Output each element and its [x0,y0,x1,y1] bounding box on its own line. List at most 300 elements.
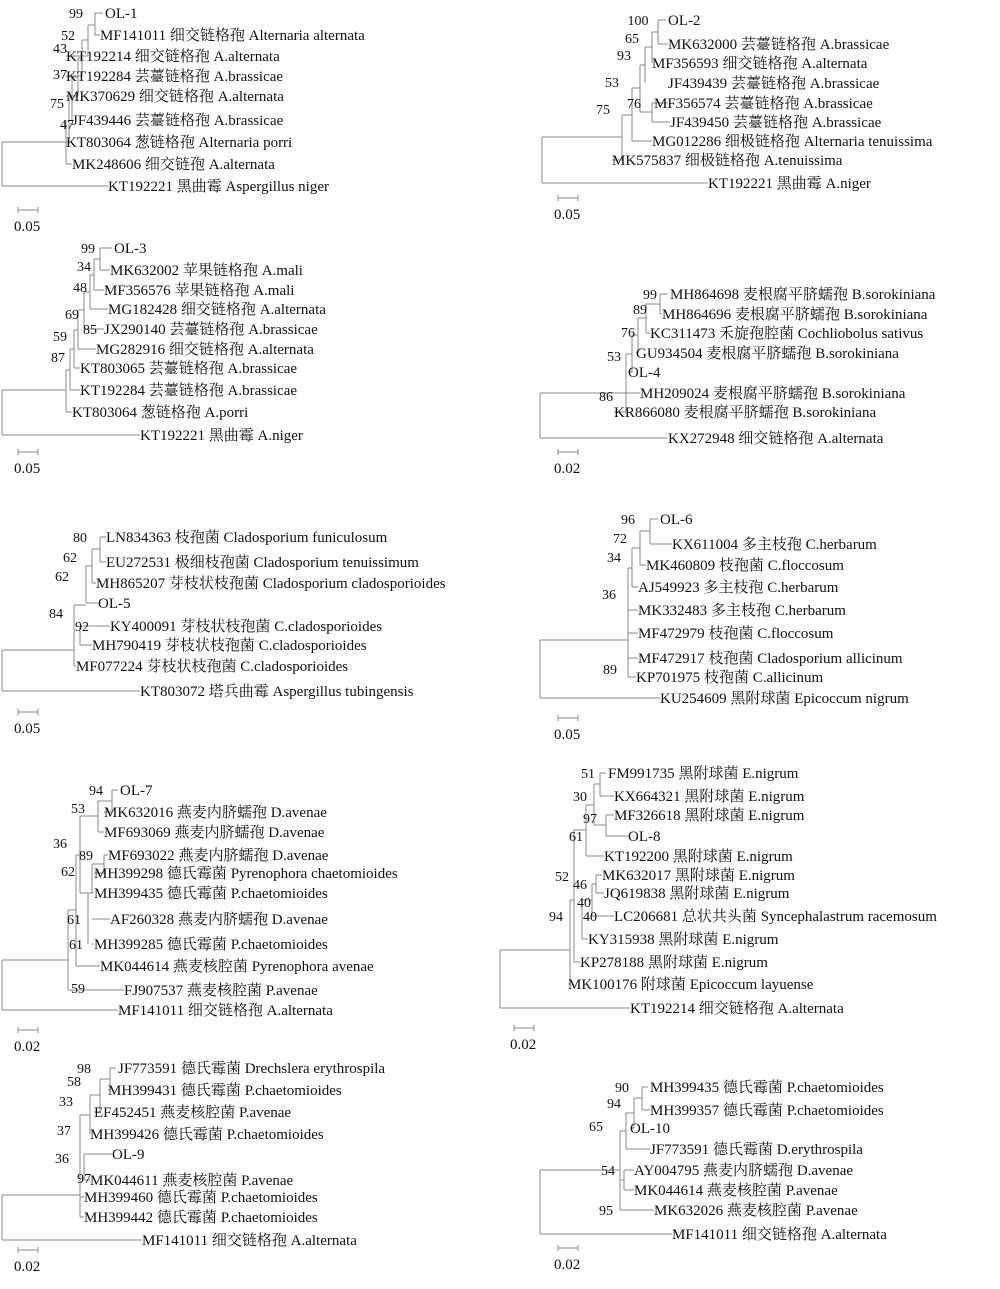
tree-panel [2,6,365,235]
taxon-scientific-name: A.alternata [813,431,884,447]
taxon-scientific-name: A.brassicae [807,115,882,131]
taxon-common-name: 燕麦核腔菌 [703,1183,782,1199]
taxon-scientific-name: B.sorokiniana [817,386,906,402]
taxon-label [670,285,936,303]
taxon-common-name: 黑附球菌 [669,849,733,865]
taxon-accession: MH399357 [650,1103,720,1119]
taxon-accession: KT192221 [140,428,205,444]
taxon-accession: OL-5 [98,596,131,612]
taxon-scientific-name: Cladosporium cladosporioides [258,576,446,592]
taxon-scientific-name: C.floccosum [763,558,844,574]
bootstrap-value: 37 [57,1124,71,1139]
taxon-scientific-name: E.nigrum [744,789,805,805]
bootstrap-value: 92 [75,620,89,635]
taxon-accession: KT192214 [630,1001,695,1017]
taxon-label [668,429,884,447]
taxon-scientific-name: P.chaetomioides [782,1103,884,1119]
taxon-common-name: 麦根腐平脐蠕孢 [679,405,789,421]
taxon-common-name: 枝孢菌 [715,558,764,574]
taxon-common-name: 细交链格孢 [695,1001,774,1017]
taxon-accession: KT803064 [66,135,131,151]
taxon-label [614,806,805,824]
taxon-label [112,1147,145,1163]
tree-panel [2,241,326,477]
taxon-scientific-name: A.brassicae [799,96,873,112]
taxon-label [602,866,795,884]
taxon-common-name: 细极链格孢 [681,153,760,169]
taxon-label [668,35,890,53]
taxon-label [636,344,899,362]
taxon-accession: KT803072 [140,684,205,700]
taxon-accession: KX272948 [668,431,735,447]
taxon-accession: MH399435 [94,886,164,902]
taxon-accession: MK575837 [612,153,682,169]
tree-panel [500,764,937,1053]
taxon-common-name: 德氏霉菌 [719,1080,783,1096]
taxon-scientific-name: A.alternata [255,302,326,318]
taxon-scientific-name: Cladosporium tenuissimum [249,555,419,571]
taxon-accession: MK332483 [638,603,708,619]
taxon-common-name: 德氏霉菌 [177,1061,241,1077]
taxon-scientific-name: C.herbarum [763,580,839,596]
taxon-scientific-name: A.niger [821,176,871,192]
taxon-scientific-name: A.alternata [816,1227,887,1243]
taxon-label [634,1181,838,1199]
taxon-accession: MH864698 [670,287,740,303]
bootstrap-value: 36 [53,837,67,852]
bootstrap-value: 76 [627,97,641,112]
bootstrap-value: 36 [55,1152,69,1167]
taxon-common-name: 黑附球菌 [674,766,739,782]
scale-bar-label: 0.02 [554,461,581,477]
tree-panel [2,783,398,1055]
taxon-label [650,1101,884,1119]
taxon-scientific-name: A.brassicae [209,113,284,129]
bootstrap-value: 61 [67,913,81,928]
taxon-scientific-name: A.alternata [286,1233,357,1249]
taxon-label [708,175,871,192]
taxon-common-name: 德氏霉菌 [163,886,227,902]
taxon-scientific-name: P.chaetomioides [226,886,328,902]
taxon-common-name: 燕麦内脐蠕孢 [170,825,265,841]
taxon-label [94,864,398,882]
taxon-label [84,1208,318,1226]
taxon-accession: KX664321 [614,789,681,805]
taxon-accession: KU254609 [660,691,727,707]
taxon-label [140,682,414,700]
bootstrap-value: 99 [81,242,95,257]
taxon-accession: MK044614 [100,959,170,975]
taxon-label [106,553,419,571]
bootstrap-value: 75 [596,103,610,118]
taxon-common-name: 燕麦内脐蠕孢 [173,805,267,821]
bootstrap-value: 84 [49,607,63,622]
bootstrap-value: 52 [555,870,569,885]
taxon-common-name: 德氏霉菌 [709,1142,773,1158]
taxon-common-name: 细交链格孢 [166,28,245,44]
bootstrap-value: 53 [71,802,85,817]
bootstrap-value: 61 [569,830,583,845]
bootstrap-value: 99 [643,288,657,303]
taxon-label [118,1059,385,1077]
taxon-label [654,94,873,112]
taxon-scientific-name: Alternaria porri [194,135,293,151]
scale-bar-label: 0.05 [14,461,41,477]
taxon-accession: JQ619838 [604,886,666,902]
taxon-label [608,764,799,782]
taxon-common-name: 德氏霉菌 [177,1083,241,1099]
taxon-scientific-name: A.alternata [209,49,280,65]
taxon-accession: JF773591 [650,1142,710,1158]
taxon-accession: MH790419 [92,638,162,654]
taxon-accession: AY004795 [634,1163,700,1179]
taxon-label [90,1171,294,1189]
scale-bar-label: 0.02 [14,1259,41,1275]
taxon-accession: JF439439 [668,76,728,92]
taxon-label [638,579,839,596]
taxon-scientific-name: D.avenae [793,1163,854,1179]
taxon-label [66,47,280,65]
taxon-common-name: 枝孢菌 [700,670,749,686]
taxon-common-name: 芸薹链格孢 [131,113,210,129]
taxon-accession: MH399431 [108,1083,178,1099]
scale-bar-label: 0.05 [554,727,581,743]
taxon-accession: KX611004 [672,537,739,553]
taxon-accession: MK632002 [110,263,180,279]
taxon-accession: MK632016 [104,805,174,821]
bootstrap-value: 58 [67,1075,81,1090]
scale-bar-label: 0.05 [14,721,41,737]
taxon-accession: LC206681 [614,909,679,925]
taxon-accession: MH399426 [90,1127,160,1143]
taxon-accession: MF326618 [614,808,681,824]
bootstrap-value: 51 [581,767,595,782]
taxon-label [66,87,284,105]
taxon-common-name: 黑曲霉 [205,428,254,444]
taxon-scientific-name: E.nigrum [738,766,799,782]
bootstrap-value: 46 [573,878,587,893]
taxon-scientific-name: A.brassicae [209,69,284,85]
taxon-common-name: 德氏霉菌 [159,1127,223,1143]
bootstrap-value: 54 [601,1164,615,1179]
taxon-label [640,384,906,402]
taxon-scientific-name: P.chaetomioides [216,1190,318,1206]
bootstrap-value: 89 [633,303,647,318]
taxon-label [98,596,131,612]
taxon-label [636,668,823,686]
taxon-accession: KY315938 [588,932,655,948]
taxon-common-name: 禾旋孢腔菌 [715,326,795,342]
taxon-scientific-name: P.chaetomioides [782,1080,884,1096]
taxon-accession: KT192284 [66,69,131,85]
taxon-accession: MH865207 [96,576,166,592]
taxon-common-name: 燕麦内脐蠕孢 [699,1163,794,1179]
taxon-accession: KT192221 [108,179,173,195]
scale-bar-label: 0.05 [554,207,581,223]
taxon-accession: FM991735 [608,766,675,782]
taxon-common-name: 总状共头菌 [678,909,757,925]
taxon-scientific-name: C.floccosum [753,626,834,642]
taxon-common-name: 多主枝孢 [707,603,771,619]
taxon-label [100,957,374,975]
taxon-common-name: 黑附球菌 [671,868,735,884]
taxon-scientific-name: P.chaetomioides [240,1083,342,1099]
taxon-scientific-name: A.tenuissima [759,153,843,169]
taxon-accession: KT803064 [72,405,137,421]
taxon-common-name: 芽枝状枝孢菌 [165,576,259,592]
bootstrap-value: 75 [50,97,64,112]
taxon-accession: MF693069 [104,825,171,841]
taxon-accession: KT192200 [604,849,669,865]
taxon-label [634,1161,853,1179]
taxon-accession: MF141011 [118,1003,185,1019]
taxon-scientific-name: A.mali [249,283,295,299]
taxon-common-name: 细交链格孢 [738,1227,817,1243]
taxon-common-name: 黑附球菌 [644,955,708,971]
taxon-accession: MH399285 [94,937,164,953]
taxon-accession: MK632026 [654,1203,724,1219]
taxon-accession: KC311473 [650,326,716,342]
taxon-scientific-name: P.avenae [237,1173,294,1189]
taxon-accession: MF141011 [672,1227,739,1243]
taxon-label [94,1103,291,1121]
taxon-label [672,1225,887,1243]
taxon-common-name: 芽枝状枝孢菌 [142,659,237,675]
taxon-common-name: 葱链格孢 [131,135,195,151]
taxon-label [114,241,147,257]
taxon-accession: MK370629 [66,89,136,105]
taxon-accession: OL-2 [668,13,701,29]
taxon-scientific-name: Pyrenophora avenae [247,959,374,975]
taxon-scientific-name: Epicoccum nigrum [790,691,909,707]
taxon-label [120,783,153,799]
taxon-label [66,133,292,151]
taxon-label [104,281,294,299]
taxon-accession: MH399460 [84,1190,154,1206]
taxon-scientific-name: Cochliobolus sativus [794,326,924,342]
taxon-accession: MK044611 [90,1173,159,1189]
tree-panel [2,528,446,737]
taxon-scientific-name: A.brassicae [805,76,880,92]
taxon-scientific-name: A.alternata [213,89,284,105]
taxon-common-name: 细交链孢 [141,157,205,173]
taxon-accession: OL-10 [630,1121,670,1137]
bootstrap-value: 48 [73,281,87,296]
taxon-label [650,1140,863,1158]
taxon-scientific-name: A.alternata [262,1003,333,1019]
taxon-scientific-name: A.alternata [204,157,275,173]
taxon-label [108,178,329,195]
taxon-common-name: 细交链格孢 [135,89,214,105]
taxon-scientific-name: A.alternata [797,56,868,72]
taxon-scientific-name: A.alternata [773,1001,844,1017]
taxon-scientific-name: Pyrenophora chaetomioides [226,866,398,882]
taxon-scientific-name: E.nigrum [718,932,779,948]
taxon-common-name: 枝孢菌 [704,626,754,642]
taxon-accession: MF356574 [654,96,721,112]
scale-bar-label: 0.05 [14,219,41,235]
taxon-scientific-name: B.sorokiniana [839,307,928,323]
taxon-common-name: 芽枝状枝孢菌 [176,619,271,635]
bootstrap-value: 100 [627,14,649,29]
bootstrap-value: 62 [55,570,69,585]
taxon-scientific-name: A.alternata [243,342,314,358]
taxon-label [630,1121,670,1137]
taxon-accession: MF141011 [100,28,167,44]
bootstrap-value: 95 [599,1204,613,1219]
taxon-accession: MK632000 [668,37,738,53]
taxon-common-name: 细交链格孢 [718,56,798,72]
taxon-scientific-name: Aspergillus niger [221,179,329,195]
taxon-accession: KT192284 [80,383,145,399]
taxon-scientific-name: D.erythrospila [772,1142,863,1158]
taxon-accession: OL-4 [628,365,661,381]
taxon-scientific-name: Drechslera erythrospila [240,1061,386,1077]
taxon-label [104,320,318,338]
taxon-label [614,787,805,805]
taxon-accession: OL-1 [105,6,138,22]
taxon-label [80,381,297,399]
taxon-label [588,930,779,948]
taxon-scientific-name: E.nigrum [732,849,793,865]
taxon-label [662,305,928,323]
tree-panel [2,1059,385,1275]
bootstrap-value: 62 [63,551,77,566]
taxon-accession: MG012286 [652,134,722,150]
bootstrap-value: 98 [77,1062,91,1077]
taxon-common-name: 芸薹链格孢 [165,322,245,338]
taxon-scientific-name: C.herbarum [770,603,846,619]
taxon-common-name: 德氏霉菌 [163,866,227,882]
bootstrap-value: 94 [549,910,563,925]
taxon-scientific-name: D.avenae [268,848,329,864]
taxon-accession: OL-8 [628,829,661,845]
taxon-scientific-name: Aspergillus tubingensis [268,684,414,700]
taxon-label [580,953,768,971]
taxon-common-name: 塔兵曲霉 [205,684,269,700]
taxon-scientific-name: P.chaetomioides [226,937,328,953]
taxon-common-name: 麦根腐平脐蠕孢 [739,287,848,303]
taxon-label [652,54,868,72]
taxon-label [72,156,275,173]
taxon-accession: JF439446 [72,113,132,129]
bootstrap-value: 53 [605,76,619,91]
bootstrap-value: 59 [53,330,67,345]
taxon-scientific-name: B.sorokiniana [847,287,936,303]
taxon-label [72,111,284,129]
taxon-label [652,132,933,150]
taxon-label [110,910,328,928]
bootstrap-value: 40 [577,896,591,911]
taxon-common-name: 芸薹链格孢 [729,115,808,131]
taxon-label [94,884,328,902]
taxon-accession: AF260328 [110,912,175,928]
taxon-label [100,26,365,44]
taxon-label [76,657,348,675]
tree-panel [540,285,936,477]
taxon-common-name: 细交链格孢 [184,1003,263,1019]
taxon-common-name: 多主枝孢 [699,580,764,596]
taxon-scientific-name: D.avenae [266,805,327,821]
taxon-scientific-name: C.cladosporioides [236,659,349,675]
taxon-label [650,1078,884,1096]
taxon-accession: JF773591 [118,1061,178,1077]
taxon-scientific-name: D.avenae [267,912,328,928]
taxon-accession: OL-3 [114,241,147,257]
taxon-accession: MF693022 [108,848,175,864]
taxon-accession: JF439450 [670,115,730,131]
bootstrap-value: 85 [83,323,97,338]
taxon-scientific-name: C.herbarum [801,537,877,553]
bootstrap-value: 89 [79,849,93,864]
taxon-label [668,13,701,29]
taxon-accession: MH399442 [84,1210,154,1226]
taxon-accession: KT192214 [66,49,131,65]
taxon-scientific-name: B.sorokiniana [788,405,877,421]
taxon-accession: MG182428 [108,302,178,318]
taxon-scientific-name: A.brassicae [815,37,890,53]
taxon-scientific-name: D.avenae [264,825,325,841]
taxon-accession: MG282916 [96,342,166,358]
taxon-common-name: 黑曲霉 [773,176,822,192]
taxon-label [668,74,880,92]
taxon-accession: KR866080 [614,405,680,421]
taxon-label [604,847,793,865]
taxon-common-name: 细交链格孢 [177,302,256,318]
taxon-common-name: 苹果链格孢 [170,283,250,299]
bootstrap-value: 65 [589,1120,603,1135]
taxon-common-name: 德氏霉菌 [719,1103,783,1119]
taxon-common-name: 细极链格孢 [721,134,800,150]
taxon-scientific-name: B.sorokiniana [811,346,899,362]
taxon-label [614,907,937,925]
taxon-common-name: 麦根腐平脐蠕孢 [709,386,818,402]
taxon-scientific-name: P.avenae [801,1203,858,1219]
taxon-label [638,624,834,642]
taxon-common-name: 芽枝状枝孢菌 [161,638,255,654]
taxon-common-name: 芸薹链格孢 [145,383,224,399]
taxon-accession: MK460809 [646,558,716,574]
taxon-scientific-name: E.nigrum [734,868,795,884]
taxon-label [628,365,661,381]
taxon-common-name: 枝孢菌 [704,651,754,667]
bootstrap-value: 94 [607,1097,621,1112]
taxon-common-name: 附球菌 [637,977,686,993]
taxon-accession: KT192221 [708,176,773,192]
taxon-label [630,999,844,1017]
taxon-common-name: 葱链格孢 [137,405,201,421]
taxon-accession: MK248606 [72,157,142,173]
taxon-label [80,359,297,377]
bootstrap-value: 97 [583,812,597,827]
taxon-scientific-name: E.nigrum [729,886,790,902]
taxon-accession: MF141011 [142,1233,209,1249]
taxon-scientific-name: A.porri [200,405,249,421]
taxon-scientific-name: E.nigrum [707,955,768,971]
taxon-common-name: 芸薹链格孢 [131,69,210,85]
taxon-label [108,846,329,864]
bootstrap-value: 33 [59,1095,73,1110]
taxon-common-name: 芸薹链格孢 [727,76,806,92]
bootstrap-value: 37 [53,68,67,83]
taxon-scientific-name: C.allicinum [748,670,824,686]
taxon-common-name: 细交链格孢 [734,431,814,447]
bootstrap-value: 72 [613,532,627,547]
bootstrap-value: 93 [617,49,631,64]
taxon-label [612,151,843,169]
taxon-common-name: 燕麦核腔菌 [169,959,248,975]
taxon-common-name: 黑附球菌 [726,691,791,707]
